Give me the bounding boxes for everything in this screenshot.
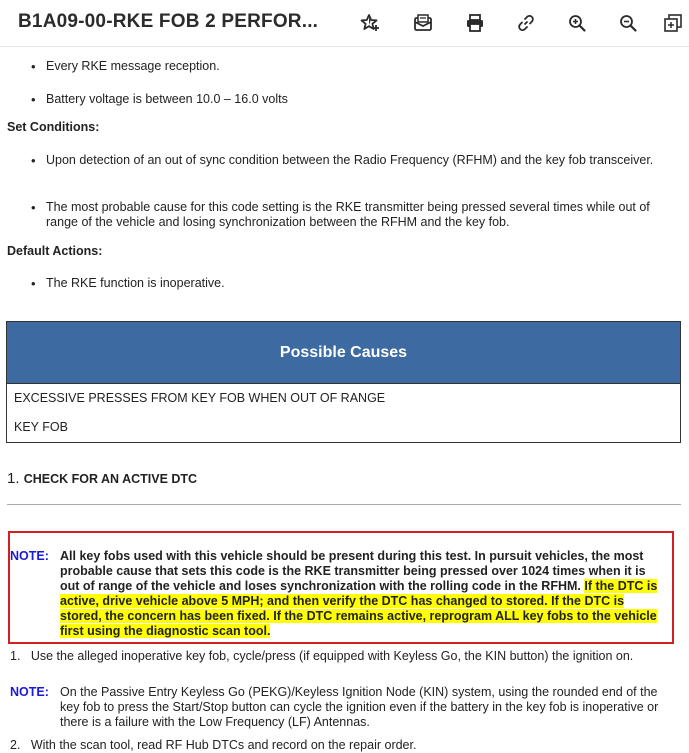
- table-row: KEY FOB: [14, 420, 68, 434]
- list-item: [10, 738, 680, 753]
- note-plain-text: All key fobs used with this vehicle should be present during this test. In pursuit vehicles, the most probable cause that sets this code is the RKE transmitter being pressed over 1024 times when it is out of range of the vehicle and loses synchronization with the rolling code in the RFHM.: [60, 549, 646, 593]
- possible-causes-table: [6, 321, 681, 443]
- expand-button[interactable]: [663, 8, 689, 38]
- section-heading-set-conditions: Set Conditions:: [7, 120, 100, 134]
- list-item: [10, 649, 680, 664]
- document-title: B1A09-00-RKE FOB 2 PERFOR...: [18, 11, 319, 32]
- list-item: • Upon detection of an out of sync condition between the Radio Frequency (RFHM) and the key fob transceiver.: [46, 153, 678, 168]
- document-content: [0, 47, 689, 752]
- link-icon: [516, 13, 536, 33]
- print-icon: [465, 13, 485, 33]
- sub-step-text: Use the alleged inoperative key fob, cycle/press (if equipped with Keyless Go, the KIN button) the ignition on.: [30, 649, 634, 663]
- expand-icon: [663, 13, 683, 33]
- print-button[interactable]: [460, 8, 490, 38]
- section-heading-default-actions: Default Actions:: [7, 244, 103, 258]
- list-item: • The RKE function is inoperative.: [46, 276, 678, 291]
- step-heading: [7, 471, 197, 487]
- step-number: 1.: [7, 470, 20, 487]
- divider: [7, 504, 681, 505]
- list-item: • Every RKE message reception.: [46, 59, 678, 74]
- star-add-icon: [360, 13, 380, 33]
- note-label: NOTE:: [10, 549, 49, 563]
- sub-step-number: 2.: [10, 738, 21, 752]
- step-title: CHECK FOR AN ACTIVE DTC: [23, 472, 198, 486]
- sub-step-text: With the scan tool, read RF Hub DTCs and record on the repair order.: [30, 738, 417, 752]
- table-row: EXCESSIVE PRESSES FROM KEY FOB WHEN OUT OF RANGE: [14, 391, 386, 405]
- zoom-out-button[interactable]: [613, 8, 643, 38]
- list-item: • The most probable cause for this code setting is the RKE transmitter being pressed several times while out of range of the vehicle and losing synchronization between the RFHM and the key fob.: [46, 200, 678, 230]
- zoom-in-icon: [567, 13, 587, 33]
- email-button[interactable]: [408, 8, 438, 38]
- sub-step-number: 1.: [10, 649, 21, 663]
- add-favorite-button[interactable]: [355, 8, 385, 38]
- toolbar: [0, 0, 689, 47]
- note-label: NOTE:: [10, 685, 49, 699]
- copy-link-button[interactable]: [511, 8, 541, 38]
- list-item: • Battery voltage is between 10.0 – 16.0 volts: [46, 92, 678, 107]
- possible-causes-header: Possible Causes: [7, 322, 680, 384]
- note-text: On the Passive Entry Keyless Go (PEKG)/Keyless Ignition Node (KIN) system, using the rounded end of the key fob to press the Start/Stop button can cycle the ignition even if the battery in the key fob is inoperative or there is a failure with the Low Frequency (LF) Antennas.: [60, 685, 659, 729]
- note-text: [60, 549, 662, 639]
- zoom-out-icon: [618, 13, 638, 33]
- envelope-icon: [413, 13, 433, 33]
- note-highlighted-text: If the DTC is active, drive vehicle above 5 MPH; and then verify the DTC has changed to stored. If the DTC is stored, the concern has been fixed. If the DTC remains active, reprogram ALL key fobs to the vehicle first using the diagnostic scan tool.: [60, 579, 658, 638]
- zoom-in-button[interactable]: [562, 8, 592, 38]
